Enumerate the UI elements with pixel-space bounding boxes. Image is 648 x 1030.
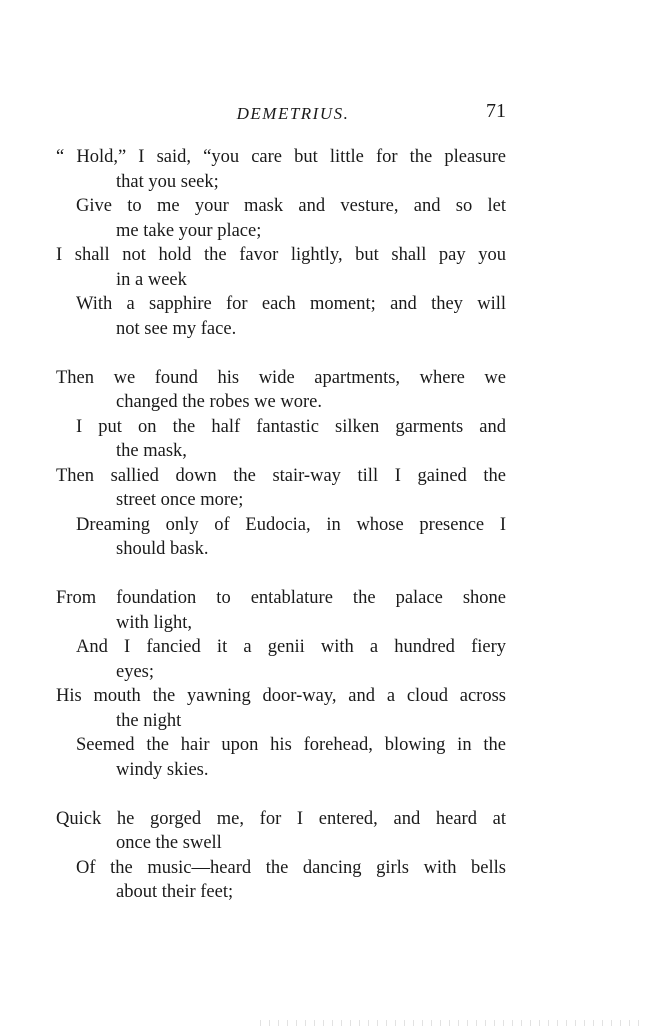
- verse-line-continuation: with light,: [116, 612, 193, 633]
- verse-line-text: Quick he gorged me, for I entered, and heard at: [56, 808, 506, 829]
- stanza: [56, 366, 506, 562]
- running-title: DEMETRIUS.: [236, 104, 350, 123]
- poem-body: [56, 145, 506, 929]
- verse-line-text: Seemed the hair upon his forehead, blowing in the: [76, 735, 506, 755]
- verse-line-text: Then we found his wide apartments, where we: [56, 367, 506, 388]
- verse-line: [56, 292, 506, 341]
- verse-line-continuation: street once more;: [116, 490, 244, 510]
- verse-line-continuation: me take your place;: [116, 220, 262, 241]
- verse-line-continuation: not see my face.: [116, 318, 237, 339]
- verse-line: [56, 194, 506, 243]
- verse-line-continuation: once the swell: [116, 833, 222, 853]
- stanza: [56, 145, 506, 341]
- verse-line-text: And I fancied it a genii with a hundred fiery: [76, 637, 506, 657]
- verse-line: [56, 513, 506, 562]
- verse-line-text: Dreaming only of Eudocia, in whose presence I: [76, 514, 506, 535]
- verse-line-text: Of the music—heard the dancing girls with bells: [76, 857, 506, 878]
- page-number: 71: [486, 100, 506, 122]
- verse-line-continuation: the mask,: [116, 441, 187, 461]
- verse-line-text: From foundation to entablature the palace shone: [56, 588, 506, 608]
- verse-line-continuation: changed the robes we wore.: [116, 392, 322, 412]
- verse-line-continuation: windy skies.: [116, 759, 209, 780]
- verse-line-text: His mouth the yawning door-way, and a cloud across: [56, 686, 506, 706]
- verse-line: [56, 464, 506, 513]
- page-header: [56, 100, 506, 130]
- verse-line-continuation: eyes;: [116, 661, 155, 682]
- verse-line: [56, 366, 506, 415]
- verse-line: [56, 635, 506, 684]
- verse-line-text: Then sallied down the stair-way till I gained the: [56, 465, 506, 486]
- verse-line: [56, 145, 506, 194]
- verse-line-text: “ Hold,” I said, “you care but little for the pleasure: [56, 147, 506, 167]
- verse-line-text: I put on the half fantastic silken garments and: [76, 416, 506, 437]
- stanza: [56, 586, 506, 782]
- verse-line-text: I shall not hold the favor lightly, but shall pay you: [56, 245, 506, 265]
- verse-line: [56, 807, 506, 856]
- verse-line: [56, 856, 506, 905]
- verse-line-text: With a sapphire for each moment; and they will: [76, 294, 506, 314]
- verse-line: [56, 415, 506, 464]
- verse-line-continuation: about their feet;: [116, 882, 234, 902]
- verse-line: [56, 733, 506, 782]
- verse-line-text: Give to me your mask and vesture, and so let: [76, 196, 506, 216]
- stanza: [56, 807, 506, 905]
- verse-line-continuation: should bask.: [116, 539, 209, 559]
- scan-artifact: [260, 1020, 640, 1026]
- verse-line-continuation: that you seek;: [116, 171, 219, 192]
- verse-line-continuation: the night: [116, 710, 182, 731]
- verse-line: [56, 586, 506, 635]
- verse-line: [56, 243, 506, 292]
- verse-line-continuation: in a week: [116, 269, 187, 290]
- verse-line: [56, 684, 506, 733]
